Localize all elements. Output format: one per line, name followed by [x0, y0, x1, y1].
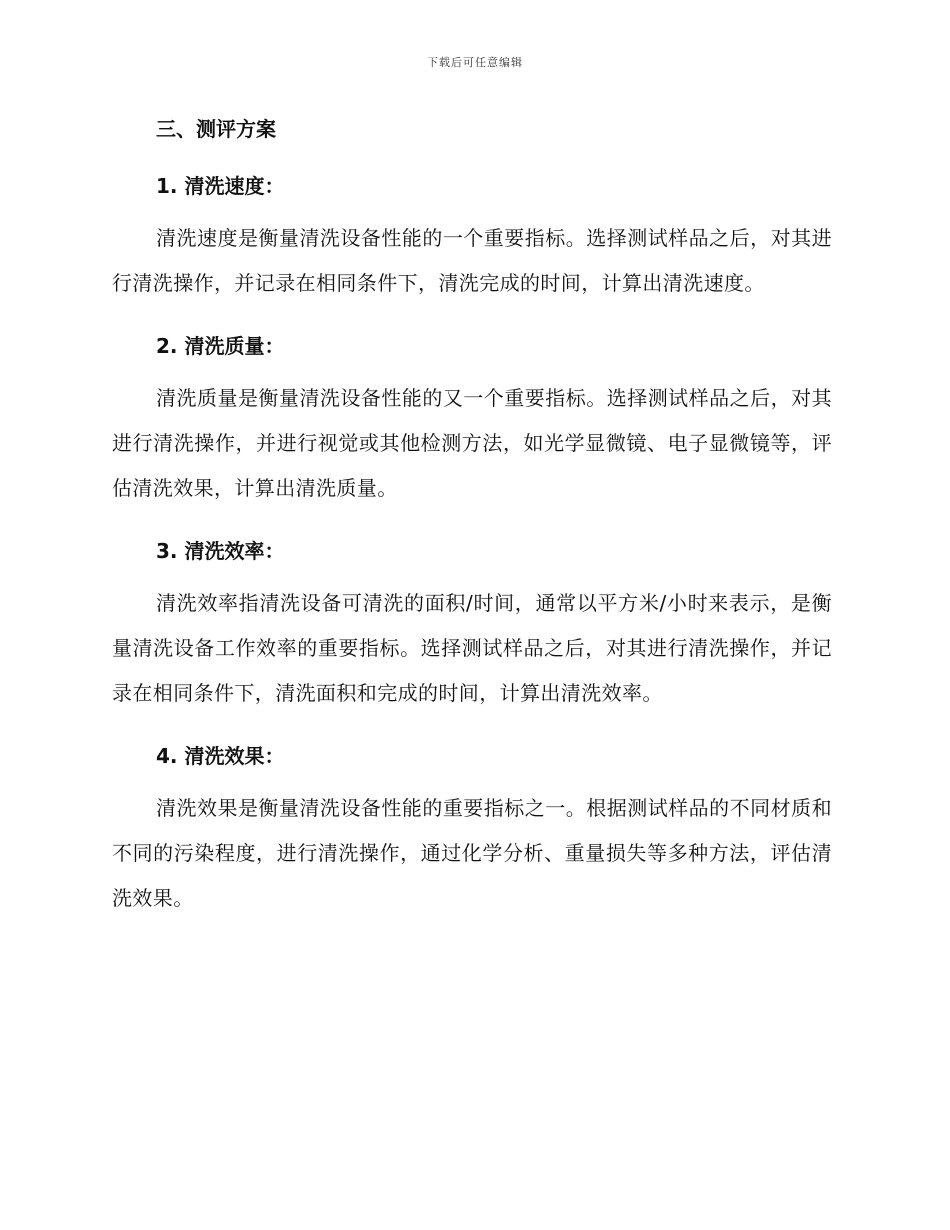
page-header-note: 下载后可任意编辑	[427, 56, 523, 69]
document-title: 三、测评方案	[156, 117, 276, 141]
section-body-speed: 清洗速度是衡量清洗设备性能的一个重要指标。选择测试样品之后，对其进行清洗操作，并记录在相同条件下，清洗完成的时间，计算出清洗速度。	[112, 226, 832, 295]
section-heading-quality: 2. 清洗质量：	[156, 334, 285, 358]
section-heading-effect: 4. 清洗效果：	[156, 744, 285, 768]
section-heading-efficiency: 3. 清洗效率：	[156, 539, 285, 563]
section-body-effect: 清洗效果是衡量清洗设备性能的重要指标之一。根据测试样品的不同材质和不同的污染程度，进行清洗操作，通过化学分析、重量损失等多种方法，评估清洗效果。	[112, 796, 832, 910]
section-body-quality: 清洗质量是衡量清洗设备性能的又一个重要指标。选择测试样品之后，对其进行清洗操作，并进行视觉或其他检测方法，如光学显微镜、电子显微镜等，评估清洗效果，计算出清洗质量。	[112, 386, 832, 500]
section-body-efficiency: 清洗效率指清洗设备可清洗的面积/时间，通常以平方米/小时来表示，是衡量清洗设备工作效率的重要指标。选择测试样品之后，对其进行清洗操作，并记录在相同条件下，清洗面积和完成的时间，计算出清洗效率。	[112, 591, 832, 705]
section-heading-speed: 1. 清洗速度：	[156, 174, 285, 198]
document-body	[112, 112, 832, 921]
